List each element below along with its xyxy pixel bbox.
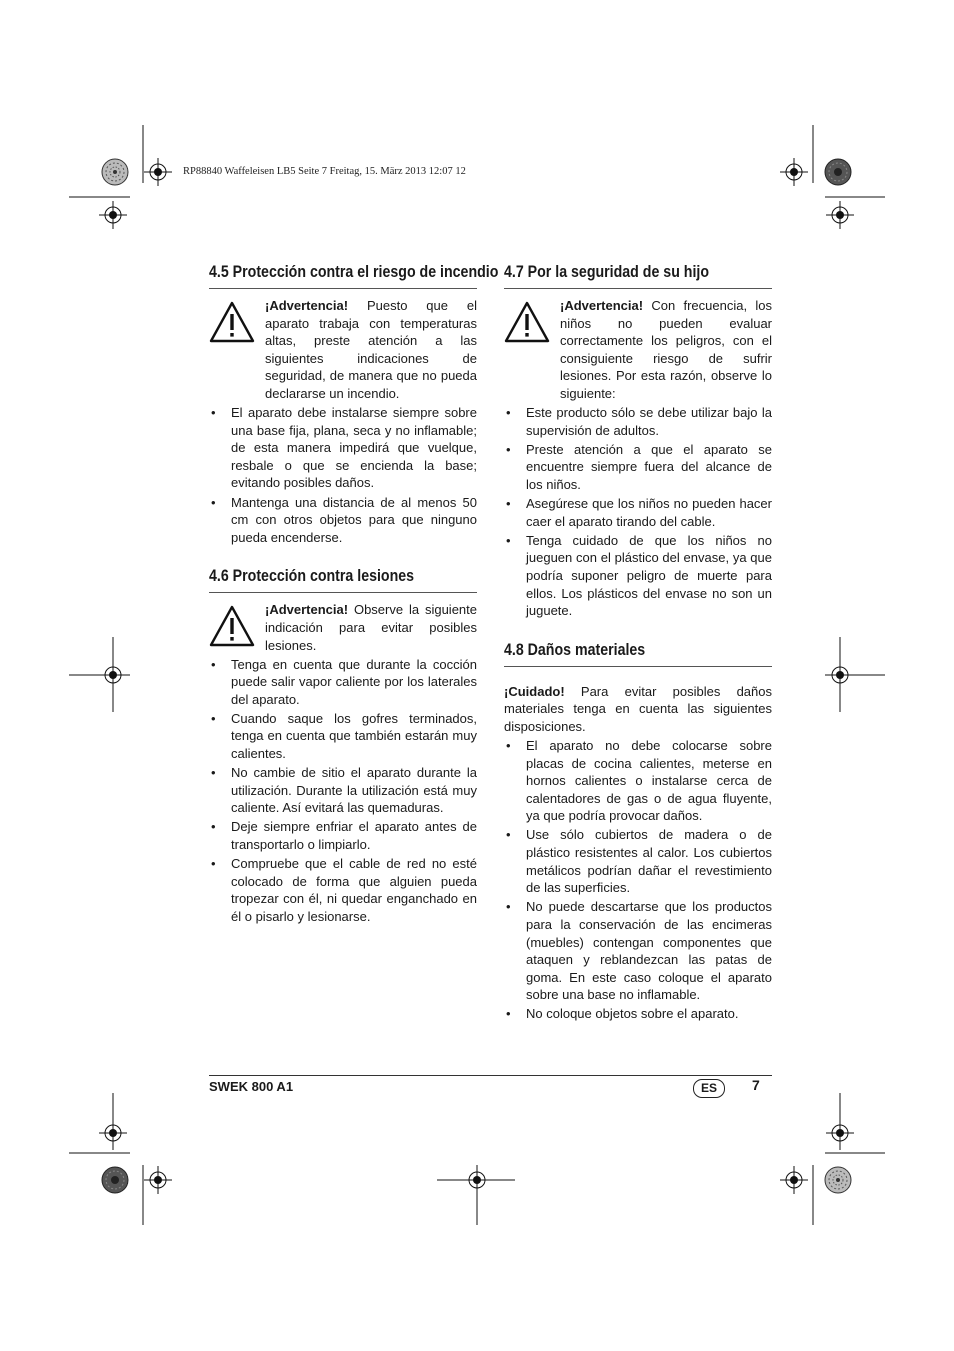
list-item: • No cambie de sitio el aparato durante la utilización. Durante la utilización está muy caliente. Así evitará las quemaduras. xyxy=(209,764,477,817)
list-item: • No coloque objetos sobre el aparato. xyxy=(504,1005,772,1023)
warning-triangle-icon xyxy=(209,297,265,403)
section-heading: 4.7 Por la seguridad de su hijo xyxy=(504,263,710,281)
warning-block xyxy=(209,601,477,654)
footer-rule xyxy=(209,1075,772,1076)
section-4-6 xyxy=(209,566,477,925)
right-column xyxy=(504,262,772,1023)
heading-wrap xyxy=(504,640,772,667)
list-item: • Use sólo cubiertos de madera o de plástico resistentes al calor. Los cubiertos metálicos podrían dañar el revestimiento de las superficies. xyxy=(504,826,772,896)
warning-triangle-icon xyxy=(504,297,560,403)
print-info: RP88840 Waffeleisen LB5 Seite 7 Freitag, 15. März 2013 12:07 12 xyxy=(183,166,466,177)
section-heading: 4.8 Daños materiales xyxy=(504,640,646,659)
section-heading: 4.5 Protección contra el riesgo de incendio xyxy=(209,263,499,281)
warning-label: ¡Advertencia! xyxy=(560,298,644,313)
heading-wrap xyxy=(504,262,772,289)
bullet-list xyxy=(209,404,477,546)
bullet-list xyxy=(209,656,477,926)
bullet-list xyxy=(504,737,772,1023)
warning-body: Con frecuencia, los niños no pueden evaluar correctamente los peligros, con el consiguiente riesgo de sufrir lesiones. Por esta razón, observe lo siguiente: xyxy=(560,298,772,401)
caution-body: Para evitar posibles daños materiales tenga en cuenta las siguientes disposiciones. xyxy=(504,683,772,734)
list-item: • Cuando saque los gofres terminados, tenga en cuenta que también estarán muy calientes. xyxy=(209,710,477,763)
warning-label: ¡Advertencia! xyxy=(265,298,349,313)
list-item: • Preste atención a que el aparato se encuentre siempre fuera del alcance de los niños. xyxy=(504,441,772,494)
list-item: • Asegúrese que los niños no pueden hacer caer el aparato tirando del cable. xyxy=(504,495,772,530)
warning-text xyxy=(265,601,477,654)
list-item: • Tenga cuidado de que los niños no jueguen con el plástico del envase, ya que podría suponer peligro de muerte para ellos. Los plásticos del envase no son un juguete. xyxy=(504,532,772,620)
heading-wrap xyxy=(209,566,477,593)
list-item: • El aparato debe instalarse siempre sobre una base fija, plana, seca y no inflamable; de esta manera impedirá que vuelque, resbale o que se encienda la base; evitando posibles daños. xyxy=(209,404,477,492)
list-item: • No puede descartarse que los productos para la conservación de las encimeras (muebles) contengan componentes que ataquen y reblandezcan las patas de goma. En este caso coloque el aparato sobre una base no inflamable. xyxy=(504,898,772,1004)
warning-block xyxy=(209,297,477,403)
left-column xyxy=(209,262,499,926)
warning-body: Observe la siguiente indicación para evitar posibles lesiones. xyxy=(265,602,477,653)
warning-text xyxy=(265,297,477,403)
language-badge: ES xyxy=(693,1079,725,1098)
list-item: • Deje siempre enfriar el aparato antes de transportarlo o limpiarlo. xyxy=(209,818,477,853)
heading-wrap xyxy=(209,262,499,289)
section-4-8 xyxy=(504,640,772,1023)
page-number: 7 xyxy=(752,1077,760,1093)
caution-text xyxy=(504,683,772,736)
warning-text xyxy=(560,297,772,403)
list-item: • Compruebe que el cable de red no esté colocado de forma que alguien pueda tropezar con él, ni quedar enganchado en él o pisarlo y lesionarse. xyxy=(209,855,477,925)
warning-body: Puesto que el aparato trabaja con temperaturas altas, preste atención a las siguientes indicaciones de seguridad, de manera que no pueda declararse un incendio. xyxy=(265,298,477,401)
list-item: • El aparato no debe colocarse sobre placas de cocina calientes, meterse en hornos calientes o instalarse cerca de calentadores de gas o de agua fluyente, ya que podría provocar daños. xyxy=(504,737,772,825)
caution-label: ¡Cuidado! xyxy=(504,683,565,699)
section-heading: 4.6 Protección contra lesiones xyxy=(209,567,415,586)
warning-label: ¡Advertencia! xyxy=(265,602,349,618)
section-4-5 xyxy=(209,262,499,546)
section-4-7 xyxy=(504,262,772,620)
list-item: • Tenga en cuenta que durante la cocción puede salir vapor caliente por los laterales del aparato. xyxy=(209,656,477,709)
list-item: • Este producto sólo se debe utilizar bajo la supervisión de adultos. xyxy=(504,404,772,439)
list-item: • Mantenga una distancia de al menos 50 cm con otros objetos para que ninguno pueda encenderse. xyxy=(209,494,477,547)
footer-model: SWEK 800 A1 xyxy=(209,1079,294,1094)
bullet-list xyxy=(504,404,772,620)
warning-triangle-icon xyxy=(209,601,265,654)
warning-block xyxy=(504,297,772,403)
